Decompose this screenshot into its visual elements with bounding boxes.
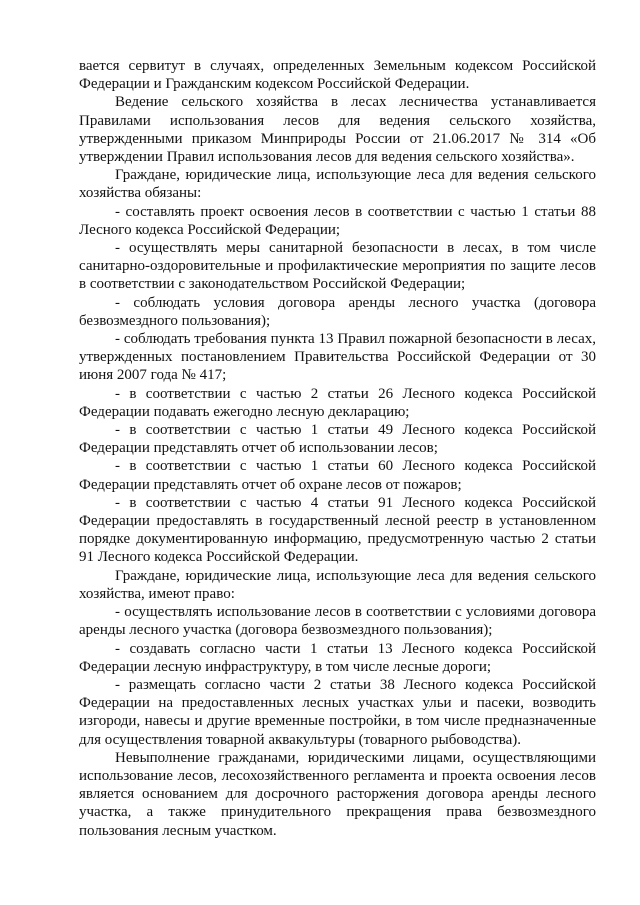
paragraph-agriculture-rules: Ведение сельского хозяйства в лесах лесничества устанавливается Правилами использования лесов для ведения сельского хозяйства, утвержденными приказом Минприроды России от 21.06.2017 № 314 «Об утверждении Правил использования лесов для ведения сельского хозяйства». <box>79 94 596 166</box>
document-page <box>79 57 596 840</box>
list-item: - соблюдать требования пункта 13 Правил пожарной безопасности в лесах, утвержденных постановлением Правительства Российской Федерации от 30 июня 2007 года № 417; <box>79 331 596 384</box>
list-item: - в соответствии с частью 1 статьи 49 Лесного кодекса Российской Федерации представлять отчет об использовании лесов; <box>79 422 596 457</box>
list-item: - создавать согласно части 1 статьи 13 Лесного кодекса Российской Федерации лесную инфраструктуру, в том числе лесные дороги; <box>79 640 596 675</box>
list-item: - составлять проект освоения лесов в соответствии с частью 1 статьи 88 Лесного кодекса Российской Федерации; <box>79 203 596 238</box>
list-item: - в соответствии с частью 4 статьи 91 Лесного кодекса Российской Федерации предоставлять в государственный лесной реестр в установленном порядке документированную информацию, предусмотренную частью 2 статьи 91 Лесного кодекса Российской Федерации. <box>79 494 596 566</box>
list-item: - размещать согласно части 2 статьи 38 Лесного кодекса Российской Федерации на предоставленных лесных участках ульи и пасеки, возводить изгороди, навесы и другие временные постройки, в том числе предназначенные для осуществления товарной аквакультуры (товарного рыбоводства). <box>79 676 596 748</box>
list-item: - соблюдать условия договора аренды лесного участка (договора безвозмездного пользования); <box>79 294 596 329</box>
list-item: - в соответствии с частью 2 статьи 26 Лесного кодекса Российской Федерации подавать ежегодно лесную декларацию; <box>79 385 596 420</box>
paragraph-rights-intro: Граждане, юридические лица, использующие леса для ведения сельского хозяйства, имеют право: <box>79 567 596 602</box>
paragraph-continuation: вается сервитут в случаях, определенных Земельным кодексом Российской Федерации и Гражданским кодексом Российской Федерации. <box>79 58 596 93</box>
list-item: - осуществлять меры санитарной безопасности в лесах, в том числе санитарно-оздоровительные и профилактические мероприятия по защите лесов в соответствии с законодательством Российской Федерации; <box>79 240 596 293</box>
list-item: - осуществлять использование лесов в соответствии с условиями договора аренды лесного участка (договора безвозмездного пользования); <box>79 604 596 639</box>
paragraph-obligations-intro: Граждане, юридические лица, использующие леса для ведения сельского хозяйства обязаны: <box>79 167 596 202</box>
paragraph-violations: Невыполнение гражданами, юридическими лицами, осуществляющими использование лесов, лесохозяйственного регламента и проекта освоения лесов является основанием для досрочного расторжения договора аренды лесного участка, а также принудительного прекращения права безвозмездного пользования лесным участком. <box>79 749 596 839</box>
list-item: - в соответствии с частью 1 статьи 60 Лесного кодекса Российской Федерации представлять отчет об охране лесов от пожаров; <box>79 458 596 493</box>
